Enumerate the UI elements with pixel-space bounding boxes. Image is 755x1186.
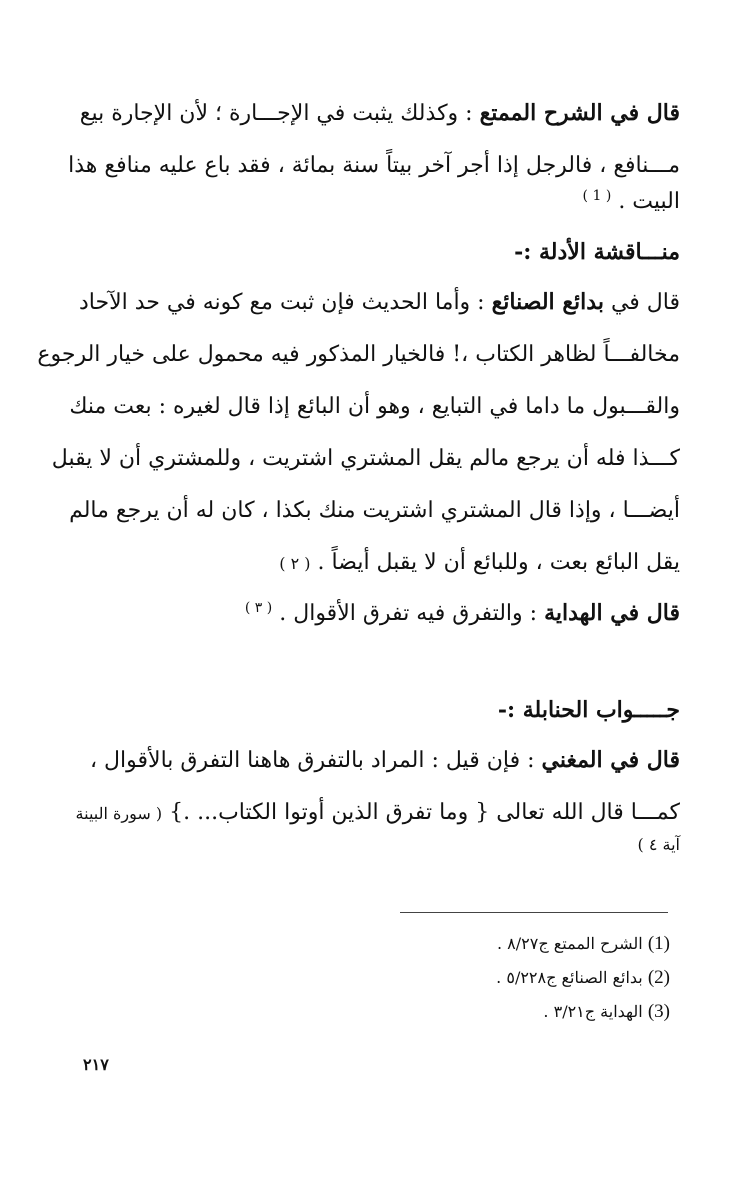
footnote-3-number: (3): [647, 1001, 670, 1022]
footnote-divider: [400, 912, 668, 913]
p4-line1: [70, 745, 680, 776]
p1-line1: [70, 98, 680, 129]
p3-footnote-ref: ( ٣ ): [244, 600, 273, 616]
p2-line1-post: : وأما الحديث فإن ثبت مع كونه في حد الآحاد: [78, 290, 485, 315]
footnote-1: [370, 927, 670, 961]
p1-line2: مـــنافع ، فالرجل إذا أجر آخر بيتاً سنة بمائة ، فقد باع عليه منافع هذا: [68, 153, 680, 178]
p4-line2: [70, 798, 680, 829]
footnote-1-number: (1): [647, 933, 670, 954]
heading-discussion: منـــاقشة الأدلة :-: [514, 239, 680, 265]
p2-line5: أيضـــا ، وإذا قال المشتري اشتريت منك بكذا ، كان له أن يرجع مالم: [69, 498, 680, 523]
p2-line6: [70, 548, 680, 579]
p2-line3: والقـــبول ما داما في التبايع ، وهو أن البائع إذا قال لغيره : بعت منك: [69, 394, 680, 419]
p3-text: : والتفرق فيه تفرق الأقوال .: [279, 601, 538, 626]
p2-line1: [70, 287, 680, 318]
p2-footnote-ref: ( ٢ ): [279, 554, 311, 573]
p2-line1-bold: بدائع الصنائع: [491, 289, 604, 315]
footnotes: [370, 927, 670, 1029]
footnote-2-text: بدائع الصنائع ج٥/٢٢٨ .: [496, 968, 643, 987]
footnote-2-number: (2): [647, 967, 670, 988]
p2-line4: كـــذا فله أن يرجع مالم يقل المشتري اشتريت ، وللمشتري أن لا يقبل: [51, 446, 680, 471]
footnote-2: [370, 961, 670, 995]
p3-line: [70, 593, 680, 629]
heading-hanbali-answer: جـــــواب الحنابلة :-: [497, 697, 680, 723]
footnote-3: [370, 995, 670, 1029]
p4-line2-small: ( سورة البينة: [75, 804, 163, 823]
footnote-3-text: الهداية ج٣/٢١ .: [543, 1002, 643, 1021]
p4-line3: [70, 829, 680, 860]
p4-line2-text: كمـــا قال الله تعالى { وما تفرق الذين أوتوا الكتاب... .}: [169, 800, 680, 825]
p4-line1-text: : فإن قيل : المراد بالتفرق هاهنا التفرق بالأقوال ،: [89, 748, 535, 773]
p1-line3: [70, 181, 680, 217]
p2-line1-pre: قال في: [610, 290, 680, 315]
p2-line2: مخالفـــاً لظاهر الكتاب ،! فالخيار المذكور فيه محمول على خيار الرجوع: [37, 342, 680, 367]
p4-line3-text: آية ٤ ): [637, 835, 680, 854]
p1-footnote-ref: ( 1 ): [582, 188, 612, 204]
page-number: ٢١٧: [83, 1055, 109, 1074]
p1-line3-text: البيت .: [618, 189, 680, 214]
p1-lead: قال في الشرح الممتع: [479, 100, 680, 126]
p2-line6-text: يقل البائع بعت ، وللبائع أن لا يقبل أيضاً .: [317, 550, 680, 575]
p4-lead: قال في المغني: [541, 747, 680, 773]
p1-line1-text: : وكذلك يثبت في الإجـــارة ؛ لأن الإجارة بيع: [79, 101, 473, 126]
footnote-1-text: الشرح الممتع ج٨/٢٧ .: [496, 934, 643, 953]
main-text: [37, 98, 680, 860]
p3-lead: قال في الهداية: [544, 600, 680, 626]
